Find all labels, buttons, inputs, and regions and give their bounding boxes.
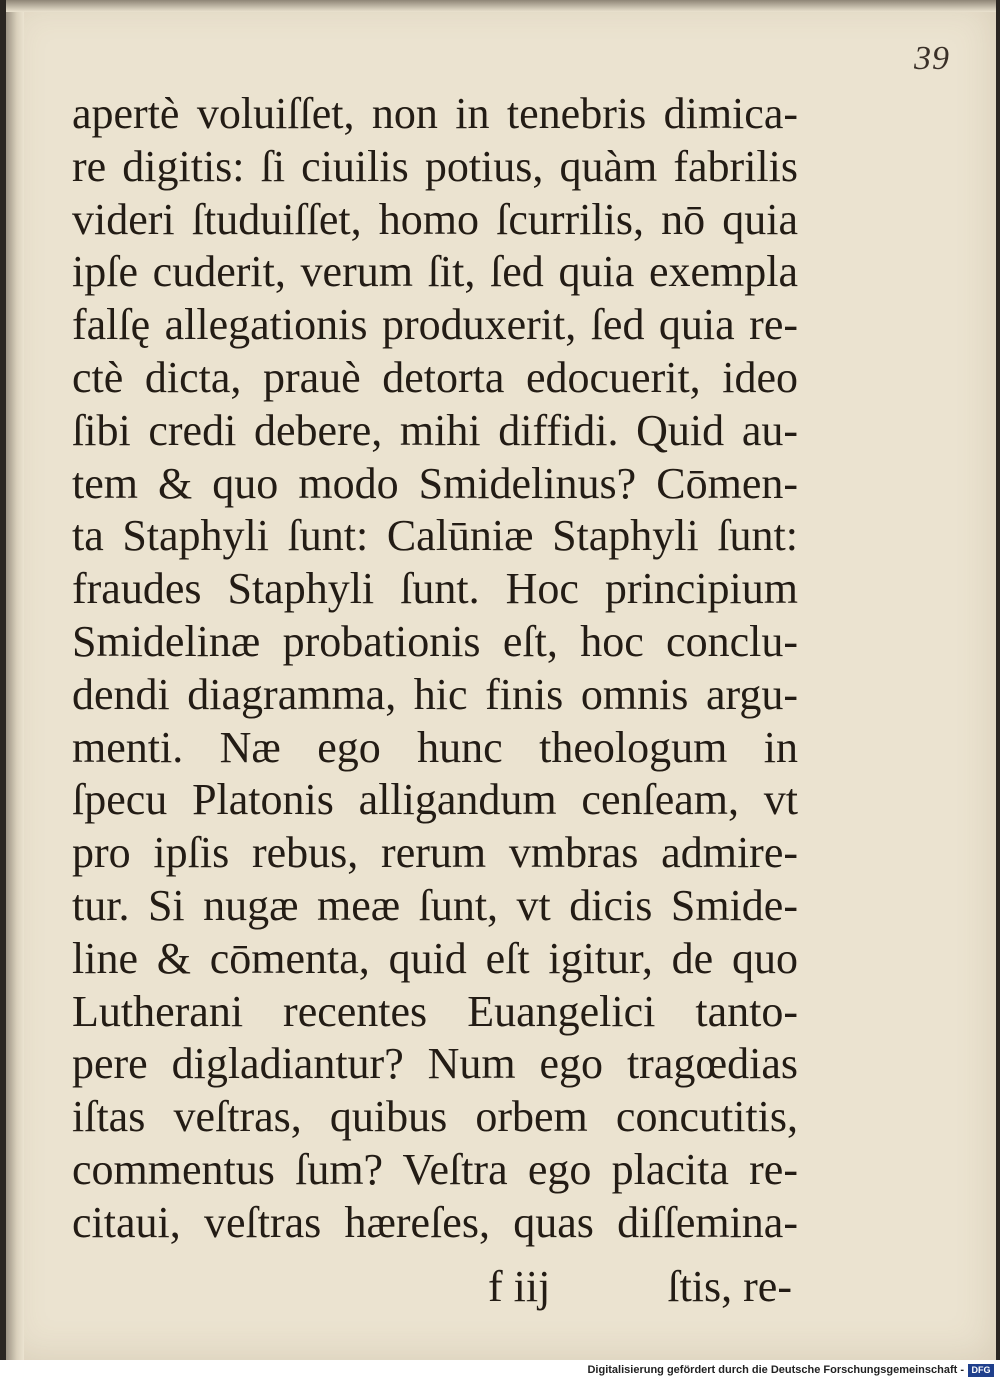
text-line: re digitis: ſi ciuilis potius, quàm fabrilis: [72, 141, 798, 191]
text-line: ipſe cuderit, verum ſit, ſed quia exempla: [72, 247, 798, 297]
text-line: apertè voluiſſet, non in tenebris dimica-: [72, 89, 798, 138]
text-line: ta Staphyli ſunt: Calūniæ Staphyli ſunt:: [72, 511, 798, 561]
text-line: pro ipſis rebus, rerum vmbras admire-: [72, 828, 798, 878]
text-line: commentus ſum? Veſtra ego placita re-: [72, 1144, 798, 1194]
page-edge-top: [6, 0, 996, 12]
text-line: Lutherani recentes Euangelici tanto-: [72, 986, 798, 1036]
catchword: ſtis, re-: [667, 1262, 792, 1311]
text-line: ſibi credi debere, mihi diffidi. Quid au-: [72, 405, 798, 455]
text-line: videri ſtuduiſſet, homo ſcurrilis, nō quia: [72, 194, 798, 244]
text-line: iſtas veſtras, quibus orbem concutitis,: [72, 1092, 798, 1142]
text-line: pere digladiantur? Num ego tragœdias: [72, 1039, 798, 1089]
catchline: [72, 1261, 798, 1313]
dfg-credit-text: Digitalisierung gefördert durch die Deutsche Forschungsgemeinschaft -: [587, 1364, 964, 1376]
signature-mark: f iij: [488, 1262, 551, 1311]
text-block: [72, 88, 798, 1250]
text-line: fraudes Staphyli ſunt. Hoc principium: [72, 564, 798, 614]
text-line: dendi diagramma, hic finis omnis argu-: [72, 669, 798, 719]
text-line: falſę allegationis produxerit, ſed quia re-: [72, 300, 798, 350]
text-line: tur. Si nugæ meæ ſunt, vt dicis Smide-: [72, 880, 798, 930]
text-line: tem & quo modo Smidelinus? Cōmen-: [72, 458, 798, 508]
text-line: ſpecu Platonis alligandum cenſeam, vt: [72, 775, 798, 825]
text-line: line & cōmenta, quid eſt igitur, de quo: [72, 933, 798, 983]
page-edge-left: [6, 0, 24, 1360]
folio-number: 39: [914, 40, 950, 77]
text-line: Smidelinæ probationis eſt, hoc conclu-: [72, 616, 798, 666]
digitization-credit-bar: [0, 1360, 1000, 1382]
text-line: citaui, veſtras hæreſes, quas diſſemina-: [72, 1197, 798, 1247]
dfg-logo-icon: DFG: [968, 1364, 994, 1377]
text-line: menti. Næ ego hunc theologum in: [72, 722, 798, 772]
book-page: [6, 0, 996, 1360]
text-line: ctè dicta, prauè detorta edocuerit, ideo: [72, 352, 798, 402]
